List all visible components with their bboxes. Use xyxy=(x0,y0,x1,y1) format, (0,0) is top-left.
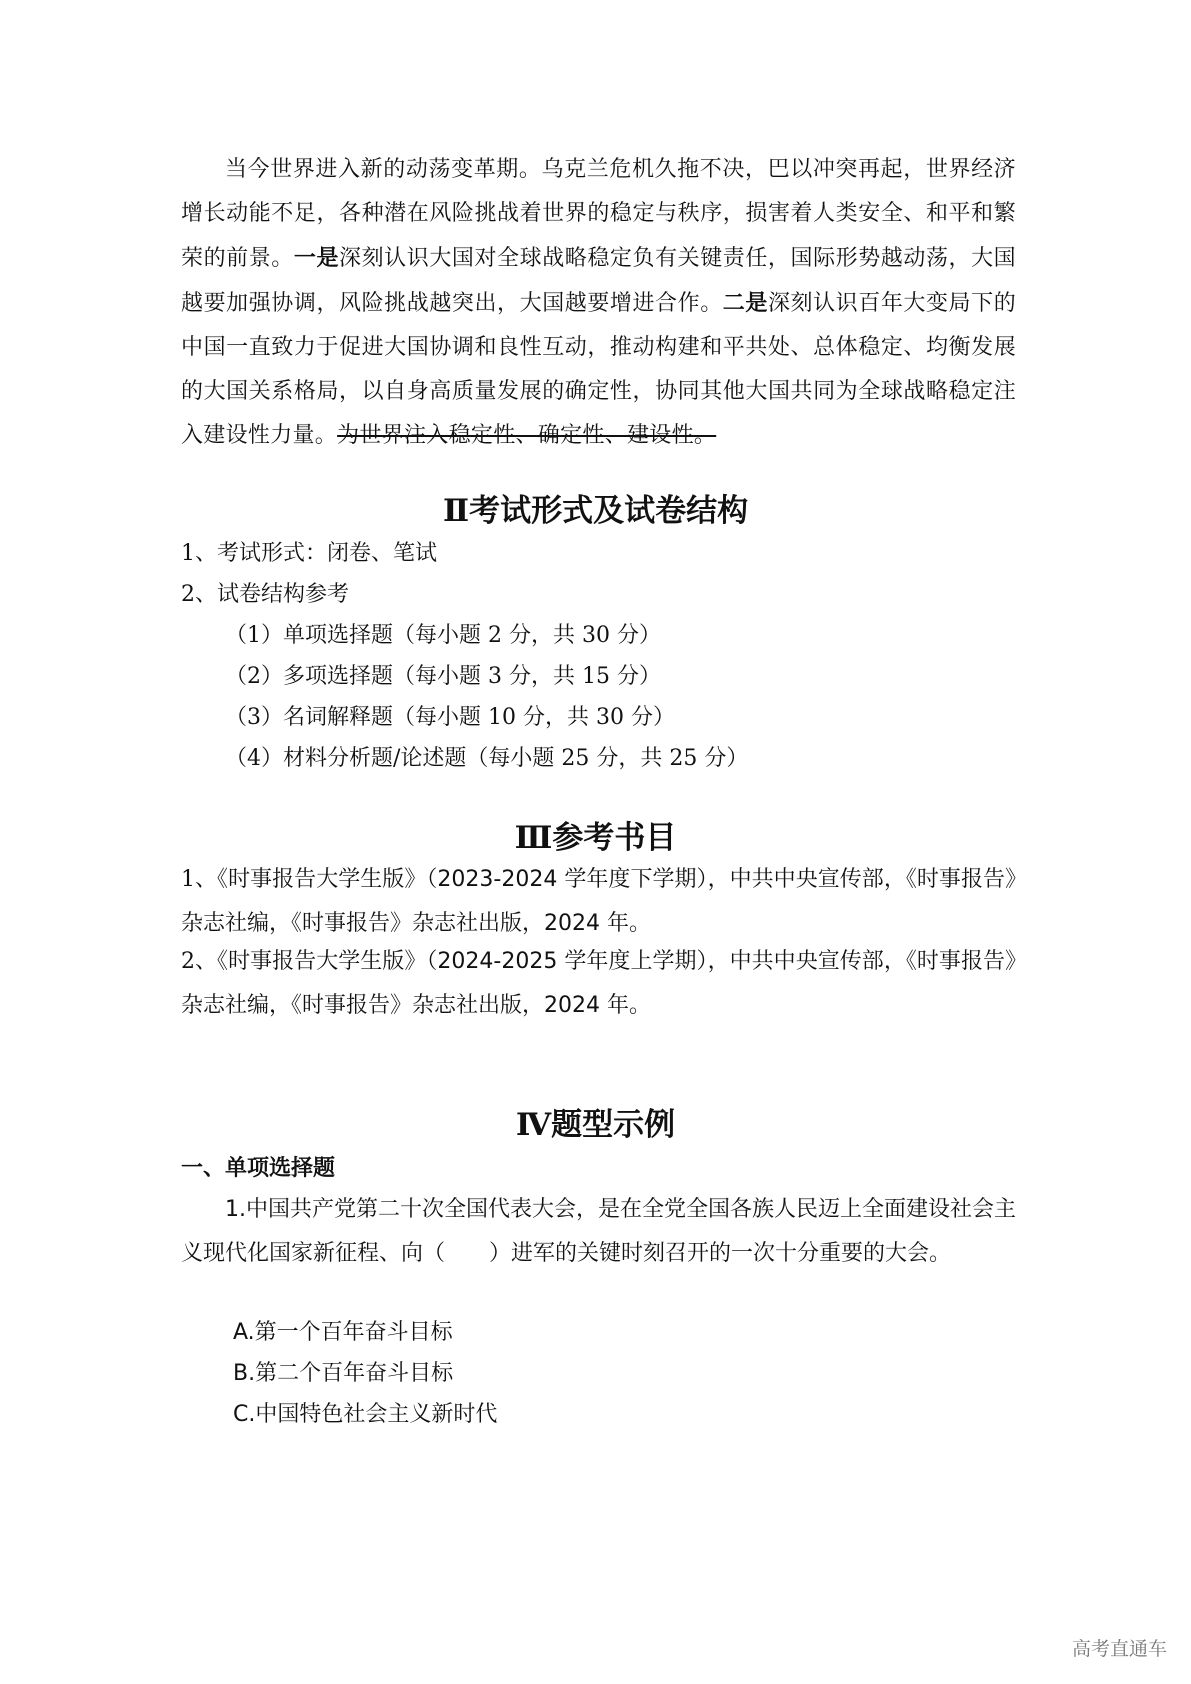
question-type-heading: 一、单项选择题 xyxy=(181,1155,336,1181)
question-number: 1. xyxy=(225,1197,246,1222)
option-b: B.第二个百年奋斗目标 xyxy=(233,1361,454,1386)
paper-structure-item: 2、试卷结构参考 xyxy=(181,582,349,607)
option-c: C.中国特色社会主义新时代 xyxy=(233,1402,498,1427)
intro-point-2: 深刻认识百年大变局下的中国一直致力于促进大国协调和良性互动，推动构建和平共处、总体稳定、均衡发展的大国关系格局，以自身高质量发展的确定性，协同其他大国共同为全球战略稳定注入建设性力量。 xyxy=(181,291,1016,448)
question-1 xyxy=(181,1188,1016,1276)
structure-sub-item: （4）材料分析题/论述题（每小题 25 分，共 25 分） xyxy=(225,746,749,771)
section-4-title: Ⅳ题型示例 xyxy=(515,1107,676,1143)
exam-format-item: 1、考试形式：闭卷、笔试 xyxy=(181,541,437,566)
intro-point-1: 深刻认识大国对全球战略稳定负有关键责任，国际形势越动荡，大国越要加强协调，风险挑战越突出，大国越要增进合作。 xyxy=(181,246,1016,316)
section-2-title: Ⅱ考试形式及试卷结构 xyxy=(442,493,749,529)
structure-sub-item: （3）名词解释题（每小题 10 分，共 30 分） xyxy=(225,705,675,730)
point-marker-1: 一是 xyxy=(293,245,340,271)
reference-item: 2、《时事报告大学生版》（2024-2025 学年度上学期），中共中央宣传部，《时事报告》杂志社编，《时事报告》杂志社出版，2024 年。 xyxy=(181,949,1017,1018)
option-a: A.第一个百年奋斗目标 xyxy=(233,1320,453,1345)
struck-text: 为世界注入稳定性、确定性、建设性。 xyxy=(337,423,717,448)
structure-sub-item: （2）多项选择题（每小题 3 分，共 15 分） xyxy=(225,664,661,689)
reference-item: 1、《时事报告大学生版》（2023-2024 学年度下学期），中共中央宣传部，《时事报告》杂志社编，《时事报告》杂志社出版，2024 年。 xyxy=(181,867,1017,936)
question-text: 中国共产党第二十次全国代表大会，是在全党全国各族人民迈上全面建设社会主义现代化国家新征程、向（ ）进军的关键时刻召开的一次十分重要的大会。 xyxy=(181,1197,1017,1266)
intro-paragraph xyxy=(181,148,1016,458)
point-marker-2: 二是 xyxy=(722,290,768,316)
watermark: 高考直通车 xyxy=(1071,1638,1167,1660)
intro-sentence: 当今世界进入新的动荡变革期。乌克兰危机久拖不决，巴以冲突再起，世界经济增长动能不足，各种潜在风险挑战着世界的稳定与秩序，损害着人类安全、和平和繁荣的前景。 xyxy=(181,157,1016,271)
structure-sub-item: （1）单项选择题（每小题 2 分，共 30 分） xyxy=(225,623,661,648)
section-3-title: Ⅲ参考书目 xyxy=(514,820,677,856)
